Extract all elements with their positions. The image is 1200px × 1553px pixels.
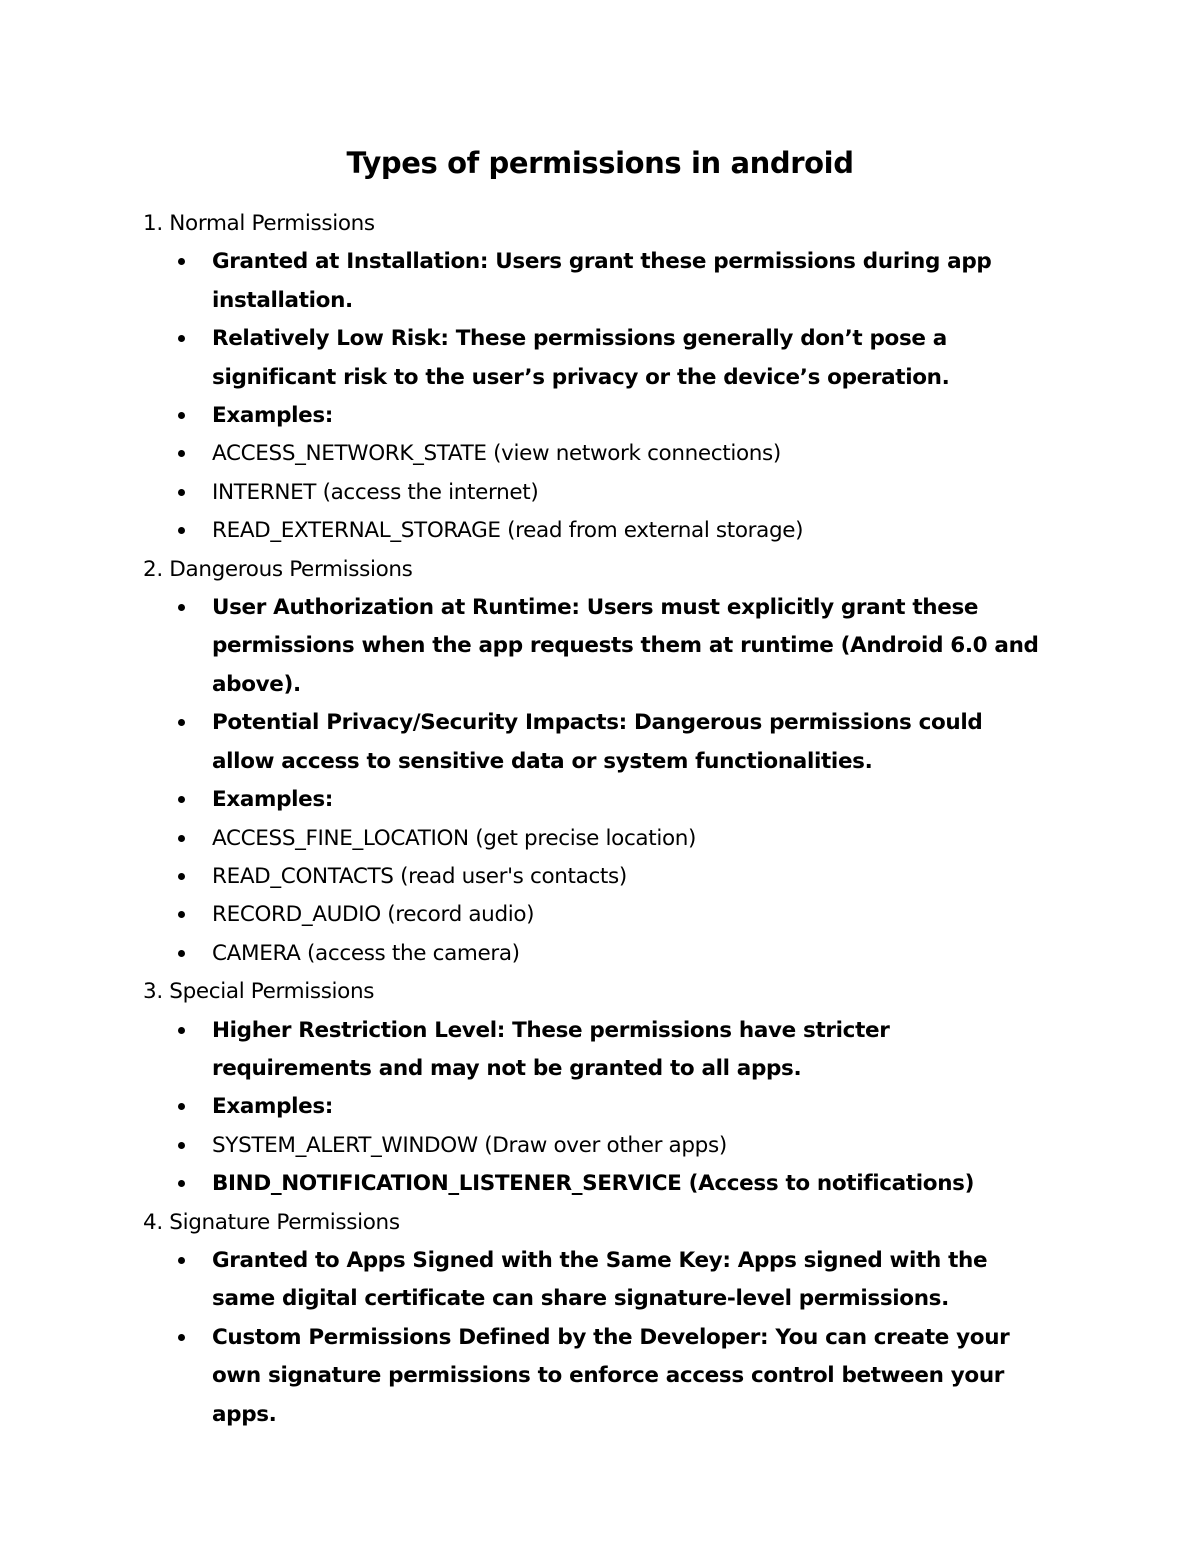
list-item bbox=[212, 1127, 1043, 1165]
bullet-list bbox=[143, 1242, 1043, 1434]
list-item-text: READ_CONTACTS (read user's contacts) bbox=[212, 863, 627, 889]
list-item bbox=[212, 474, 1043, 512]
bullet-icon bbox=[178, 412, 185, 419]
list-item-text: Examples: bbox=[212, 403, 334, 429]
list-item-text: ACCESS_FINE_LOCATION (get precise location) bbox=[212, 825, 697, 851]
list-item bbox=[212, 435, 1043, 473]
section-heading: 4. Signature Permissions bbox=[143, 1209, 400, 1235]
list-item bbox=[212, 397, 1043, 435]
list-item bbox=[212, 1242, 1043, 1319]
list-item bbox=[212, 820, 1043, 858]
list-item bbox=[212, 1088, 1043, 1126]
list-item-text: Custom Permissions Defined by the Developer: You can create your own signature permissions to enforce access control between your apps. bbox=[212, 1324, 1010, 1427]
bullet-icon bbox=[178, 527, 185, 534]
bullet-icon bbox=[178, 335, 185, 342]
bullet-icon bbox=[178, 1257, 185, 1264]
list-item bbox=[212, 781, 1043, 819]
list-item bbox=[212, 243, 1043, 320]
page-title: Types of permissions in android bbox=[346, 146, 854, 180]
list-item-text: Examples: bbox=[212, 1094, 334, 1120]
section-normal-permissions bbox=[143, 205, 1043, 551]
section-signature-permissions bbox=[143, 1204, 1043, 1434]
bullet-icon bbox=[178, 1334, 185, 1341]
section-heading: 2. Dangerous Permissions bbox=[143, 556, 413, 582]
bullet-icon bbox=[178, 873, 185, 880]
bullet-icon bbox=[178, 1103, 185, 1110]
list-item-text: SYSTEM_ALERT_WINDOW (Draw over other apps) bbox=[212, 1132, 727, 1158]
list-item bbox=[212, 858, 1043, 896]
list-item bbox=[212, 320, 1043, 397]
list-item-text: Relatively Low Risk: These permissions generally don’t pose a significant risk to the user’s privacy or the device’s operation. bbox=[212, 326, 950, 390]
bullet-icon bbox=[178, 911, 185, 918]
list-item-text: RECORD_AUDIO (record audio) bbox=[212, 902, 535, 928]
bullet-icon bbox=[178, 835, 185, 842]
list-item bbox=[212, 1012, 1043, 1089]
list-item bbox=[212, 1319, 1043, 1434]
list-item-text: ACCESS_NETWORK_STATE (view network connections) bbox=[212, 441, 781, 467]
list-item-text: READ_EXTERNAL_STORAGE (read from external storage) bbox=[212, 518, 804, 544]
bullet-icon bbox=[178, 1142, 185, 1149]
list-item bbox=[212, 935, 1043, 973]
bullet-icon bbox=[178, 604, 185, 611]
list-item-text: INTERNET (access the internet) bbox=[212, 479, 539, 505]
bullet-list bbox=[143, 1012, 1043, 1204]
bullet-list bbox=[143, 243, 1043, 550]
bullet-icon bbox=[178, 950, 185, 957]
bullet-list bbox=[143, 589, 1043, 973]
list-item bbox=[212, 512, 1043, 550]
bullet-icon bbox=[178, 489, 185, 496]
list-item-text: BIND_NOTIFICATION_LISTENER_SERVICE (Access to notifications) bbox=[212, 1171, 975, 1197]
list-item-text: User Authorization at Runtime: Users must explicitly grant these permissions when the app requests them at runtime (Android 6.0 and above). bbox=[212, 595, 1039, 697]
section-heading: 1. Normal Permissions bbox=[143, 211, 375, 236]
list-item bbox=[212, 589, 1043, 704]
list-item-text: Granted to Apps Signed with the Same Key: Apps signed with the same digital certificate can share signature-level permissions. bbox=[212, 1247, 988, 1312]
bullet-icon bbox=[178, 1027, 185, 1034]
list-item-text: Potential Privacy/Security Impacts: Dangerous permissions could allow access to sensitive data or system functionalities. bbox=[212, 710, 983, 774]
bullet-icon bbox=[178, 1180, 185, 1187]
document-body bbox=[143, 205, 1043, 1434]
section-dangerous-permissions bbox=[143, 551, 1043, 973]
list-item-text: Examples: bbox=[212, 787, 334, 813]
section-heading: 3. Special Permissions bbox=[143, 979, 375, 1005]
bullet-icon bbox=[178, 796, 185, 803]
list-item bbox=[212, 896, 1043, 934]
bullet-icon bbox=[178, 258, 185, 265]
list-item-text: CAMERA (access the camera) bbox=[212, 940, 520, 966]
list-item-text: Higher Restriction Level: These permissions have stricter requirements and may not be granted to all apps. bbox=[212, 1017, 890, 1081]
list-item bbox=[212, 1165, 1043, 1203]
bullet-icon bbox=[178, 450, 185, 457]
bullet-icon bbox=[178, 719, 185, 726]
list-item-text: Granted at Installation: Users grant these permissions during app installation. bbox=[212, 249, 992, 313]
list-item bbox=[212, 704, 1043, 781]
section-special-permissions bbox=[143, 973, 1043, 1203]
